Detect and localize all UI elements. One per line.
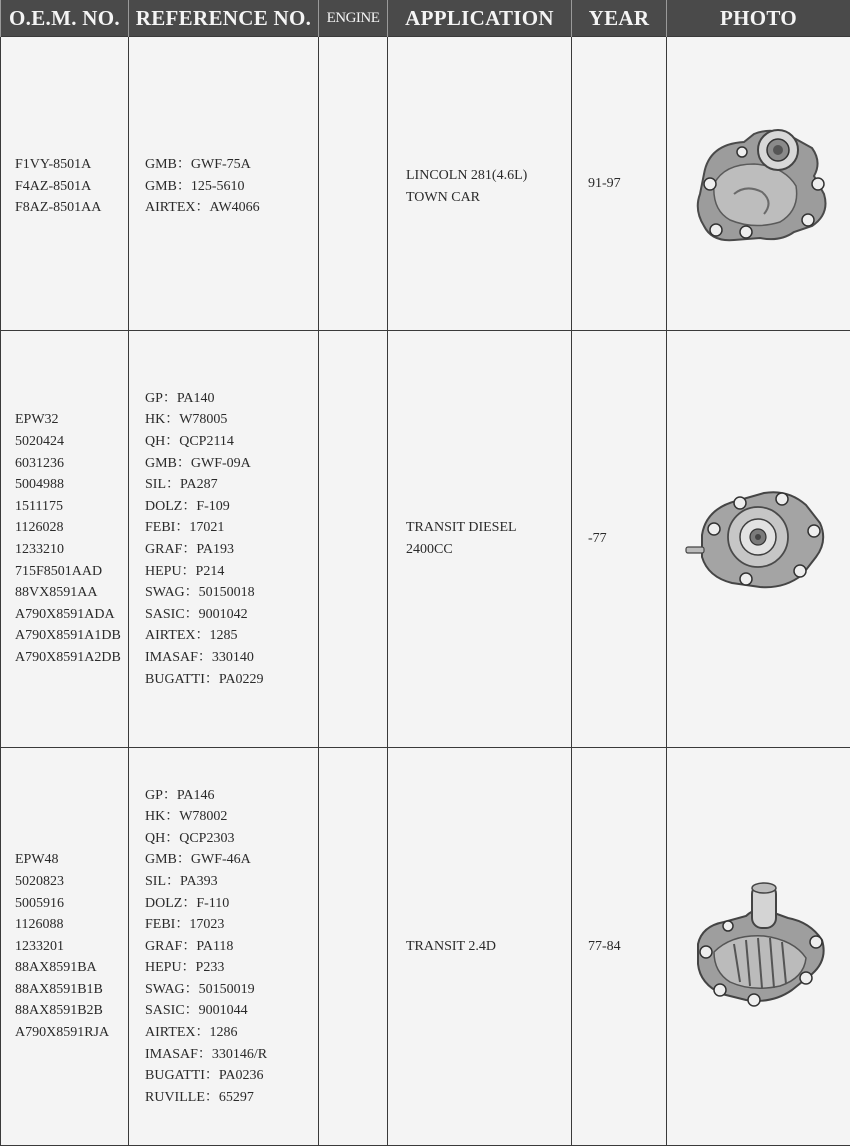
application-line: TRANSIT DIESEL — [406, 517, 571, 539]
application-cell — [388, 331, 572, 748]
oem-number: F4AZ-8501A — [15, 176, 128, 198]
header-row — [1, 0, 850, 37]
oem-number: 5020823 — [15, 871, 128, 893]
oem-number: 6031236 — [15, 453, 128, 475]
header-application: APPLICATION — [388, 0, 572, 37]
oem-number: 715F8501AAD — [15, 561, 128, 583]
year-cell: 91-97 — [572, 37, 667, 331]
reference-cell — [129, 37, 319, 331]
oem-number: 1126028 — [15, 517, 128, 539]
reference-number: SASIC：9001044 — [145, 1000, 318, 1022]
reference-number: GRAF：PA118 — [145, 936, 318, 958]
photo-cell — [667, 37, 850, 331]
reference-number: QH：QCP2114 — [145, 431, 318, 453]
reference-number: BUGATTI：PA0236 — [145, 1065, 318, 1087]
oem-number: 88AX8591BA — [15, 957, 128, 979]
reference-cell — [129, 748, 319, 1146]
oem-number: A790X8591RJA — [15, 1022, 128, 1044]
oem-number: A790X8591ADA — [15, 604, 128, 626]
engine-cell — [319, 748, 388, 1146]
reference-number: SWAG：50150018 — [145, 582, 318, 604]
reference-number: GMB：GWF-46A — [145, 849, 318, 871]
header-photo: PHOTO — [667, 0, 850, 37]
oem-number: 88VX8591AA — [15, 582, 128, 604]
oem-number: A790X8591A1DB — [15, 625, 128, 647]
oem-number: 88AX8591B2B — [15, 1000, 128, 1022]
header-year: YEAR — [572, 0, 667, 37]
reference-number: QH：QCP2303 — [145, 828, 318, 850]
water-pump-photo — [684, 114, 834, 254]
reference-number: SWAG：50150019 — [145, 979, 318, 1001]
oem-cell — [1, 37, 129, 331]
reference-number: SIL：PA393 — [145, 871, 318, 893]
water-pump-photo — [684, 882, 834, 1012]
application-cell — [388, 37, 572, 331]
reference-number: GP：PA146 — [145, 785, 318, 807]
reference-number: AIRTEX：1285 — [145, 625, 318, 647]
reference-number: HK：W78005 — [145, 409, 318, 431]
reference-number: BUGATTI：PA0229 — [145, 669, 318, 691]
reference-number: IMASAF：330140 — [145, 647, 318, 669]
reference-number: SASIC：9001042 — [145, 604, 318, 626]
year-cell: -77 — [572, 331, 667, 748]
reference-number: FEBI：17021 — [145, 517, 318, 539]
table-row — [1, 37, 850, 331]
reference-number: IMASAF：330146/R — [145, 1044, 318, 1066]
year-cell: 77-84 — [572, 748, 667, 1146]
reference-number: FEBI：17023 — [145, 914, 318, 936]
oem-number: 1233201 — [15, 936, 128, 958]
oem-cell — [1, 748, 129, 1146]
reference-number: DOLZ：F-109 — [145, 496, 318, 518]
photo-cell — [667, 331, 850, 748]
header-reference: REFERENCE NO. — [129, 0, 319, 37]
reference-number: GP：PA140 — [145, 388, 318, 410]
oem-number: 5020424 — [15, 431, 128, 453]
oem-number: 5004988 — [15, 474, 128, 496]
application-line: LINCOLN 281(4.6L) — [406, 165, 571, 187]
oem-number: 1233210 — [15, 539, 128, 561]
reference-number: AIRTEX：AW4066 — [145, 197, 318, 219]
oem-number: F8AZ-8501AA — [15, 197, 128, 219]
oem-number: EPW32 — [15, 409, 128, 431]
application-line: TRANSIT 2.4D — [406, 936, 571, 958]
reference-number: GMB：GWF-75A — [145, 154, 318, 176]
reference-number: SIL：PA287 — [145, 474, 318, 496]
reference-number: HEPU：P214 — [145, 561, 318, 583]
oem-number: 1126088 — [15, 914, 128, 936]
application-line: TOWN CAR — [406, 187, 571, 209]
reference-number: HK：W78002 — [145, 806, 318, 828]
reference-cell — [129, 331, 319, 748]
oem-number: 5005916 — [15, 893, 128, 915]
reference-number: HEPU：P233 — [145, 957, 318, 979]
reference-number: GMB：GWF-09A — [145, 453, 318, 475]
reference-number: GRAF：PA193 — [145, 539, 318, 561]
oem-number: A790X8591A2DB — [15, 647, 128, 669]
table-row — [1, 748, 850, 1146]
reference-number: AIRTEX：1286 — [145, 1022, 318, 1044]
oem-number: 88AX8591B1B — [15, 979, 128, 1001]
reference-number: GMB：125-5610 — [145, 176, 318, 198]
engine-cell — [319, 331, 388, 748]
header-engine: ENGINE — [319, 0, 388, 37]
photo-cell — [667, 748, 850, 1146]
application-cell — [388, 748, 572, 1146]
engine-cell — [319, 37, 388, 331]
oem-cell — [1, 331, 129, 748]
oem-number: F1VY-8501A — [15, 154, 128, 176]
water-pump-photo — [684, 479, 834, 599]
reference-number: RUVILLE：65297 — [145, 1087, 318, 1109]
oem-number: EPW48 — [15, 849, 128, 871]
table-row — [1, 331, 850, 748]
application-line: 2400CC — [406, 539, 571, 561]
oem-number: 1511175 — [15, 496, 128, 518]
reference-number: DOLZ：F-110 — [145, 893, 318, 915]
header-oem: O.E.M. NO. — [1, 0, 129, 37]
